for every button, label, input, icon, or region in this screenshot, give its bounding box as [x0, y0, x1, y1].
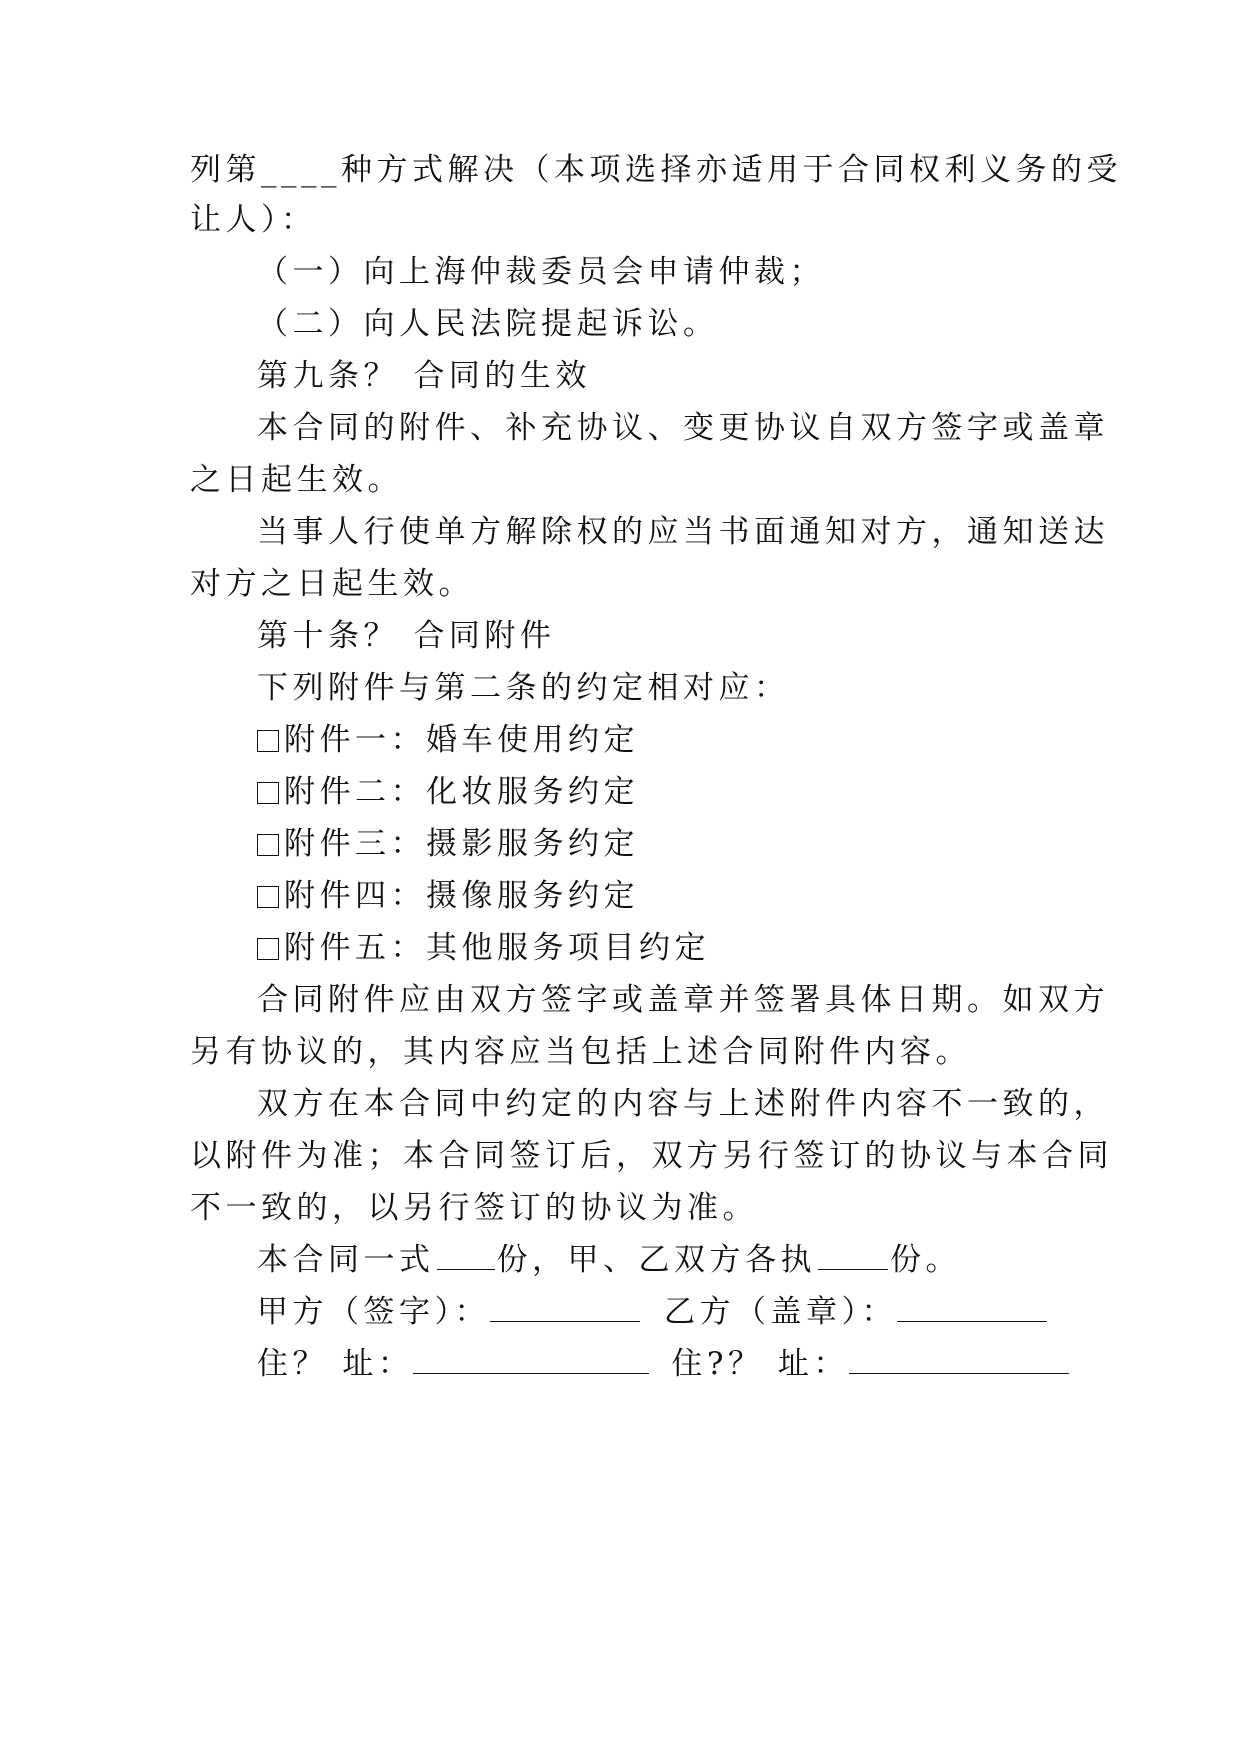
address-b-field[interactable]	[849, 1345, 1069, 1374]
paragraph-line: 本合同的附件、补充协议、变更协议自双方签字或盖章	[257, 410, 1109, 446]
paragraph-line: 之日起生效。	[190, 462, 403, 498]
paragraph-line: 双方在本合同中约定的内容与上述附件内容不一致的，	[257, 1086, 1109, 1122]
checkbox[interactable]	[257, 834, 279, 856]
paragraph-line: 列第____种方式解决（本项选择亦适用于合同权利义务的受	[190, 152, 1122, 188]
party-a-signature-field[interactable]	[490, 1293, 640, 1322]
checkbox[interactable]	[257, 886, 279, 908]
paragraph-line: 下列附件与第二条的约定相对应：	[257, 670, 790, 706]
attachment-item[interactable]	[257, 772, 639, 812]
attachment-item[interactable]	[257, 824, 639, 864]
attachment-label: 附件一：婚车使用约定	[284, 722, 639, 758]
paragraph-line: 另有协议的，其内容应当包括上述合同附件内容。	[190, 1034, 971, 1070]
attachment-item[interactable]	[257, 720, 639, 760]
paragraph-line: 对方之日起生效。	[190, 566, 474, 602]
article-ten-heading: 第十条？ 合同附件	[257, 618, 556, 654]
paragraph-line: 当事人行使单方解除权的应当书面通知对方，通知送达	[257, 514, 1109, 550]
paragraph-line: 不一致的，以另行签订的协议为准。	[190, 1190, 758, 1226]
paragraph-line: 以附件为准；本合同签订后，双方另行签订的协议与本合同	[190, 1138, 1113, 1174]
option-two: （二）向人民法院提起诉讼。	[257, 306, 719, 342]
attachment-label: 附件四：摄像服务约定	[284, 878, 639, 914]
option-one: （一）向上海仲裁委员会申请仲裁；	[257, 254, 825, 290]
party-b-seal-field[interactable]	[897, 1293, 1047, 1322]
copies-each-blank[interactable]	[818, 1245, 888, 1270]
address-b-label: 住?？ 址：	[671, 1346, 849, 1382]
address-line	[257, 1344, 1069, 1384]
attachment-item[interactable]	[257, 876, 639, 916]
attachment-item[interactable]	[257, 928, 710, 968]
copies-prefix: 本合同一式	[257, 1242, 435, 1278]
paragraph-line: 合同附件应由双方签字或盖章并签署具体日期。如双方	[257, 982, 1109, 1018]
checkbox[interactable]	[257, 782, 279, 804]
copies-total-blank[interactable]	[437, 1245, 495, 1270]
copies-suffix: 份。	[890, 1242, 961, 1278]
attachment-label: 附件三：摄影服务约定	[284, 826, 639, 862]
party-a-label: 甲方（签字）：	[257, 1294, 490, 1330]
article-nine-heading: 第九条？ 合同的生效	[257, 358, 591, 394]
address-a-label: 住？ 址：	[257, 1346, 414, 1382]
party-b-label: 乙方（盖章）：	[664, 1294, 897, 1330]
copies-middle: 份，甲、乙双方各执	[496, 1242, 816, 1278]
attachment-label: 附件五：其他服务项目约定	[284, 930, 710, 966]
paragraph-line: 让人）：	[190, 202, 317, 238]
signature-line	[257, 1292, 1047, 1332]
attachment-label: 附件二：化妆服务约定	[284, 774, 639, 810]
address-a-field[interactable]	[413, 1345, 649, 1374]
checkbox[interactable]	[257, 730, 279, 752]
checkbox[interactable]	[257, 938, 279, 960]
copies-line	[257, 1240, 961, 1280]
